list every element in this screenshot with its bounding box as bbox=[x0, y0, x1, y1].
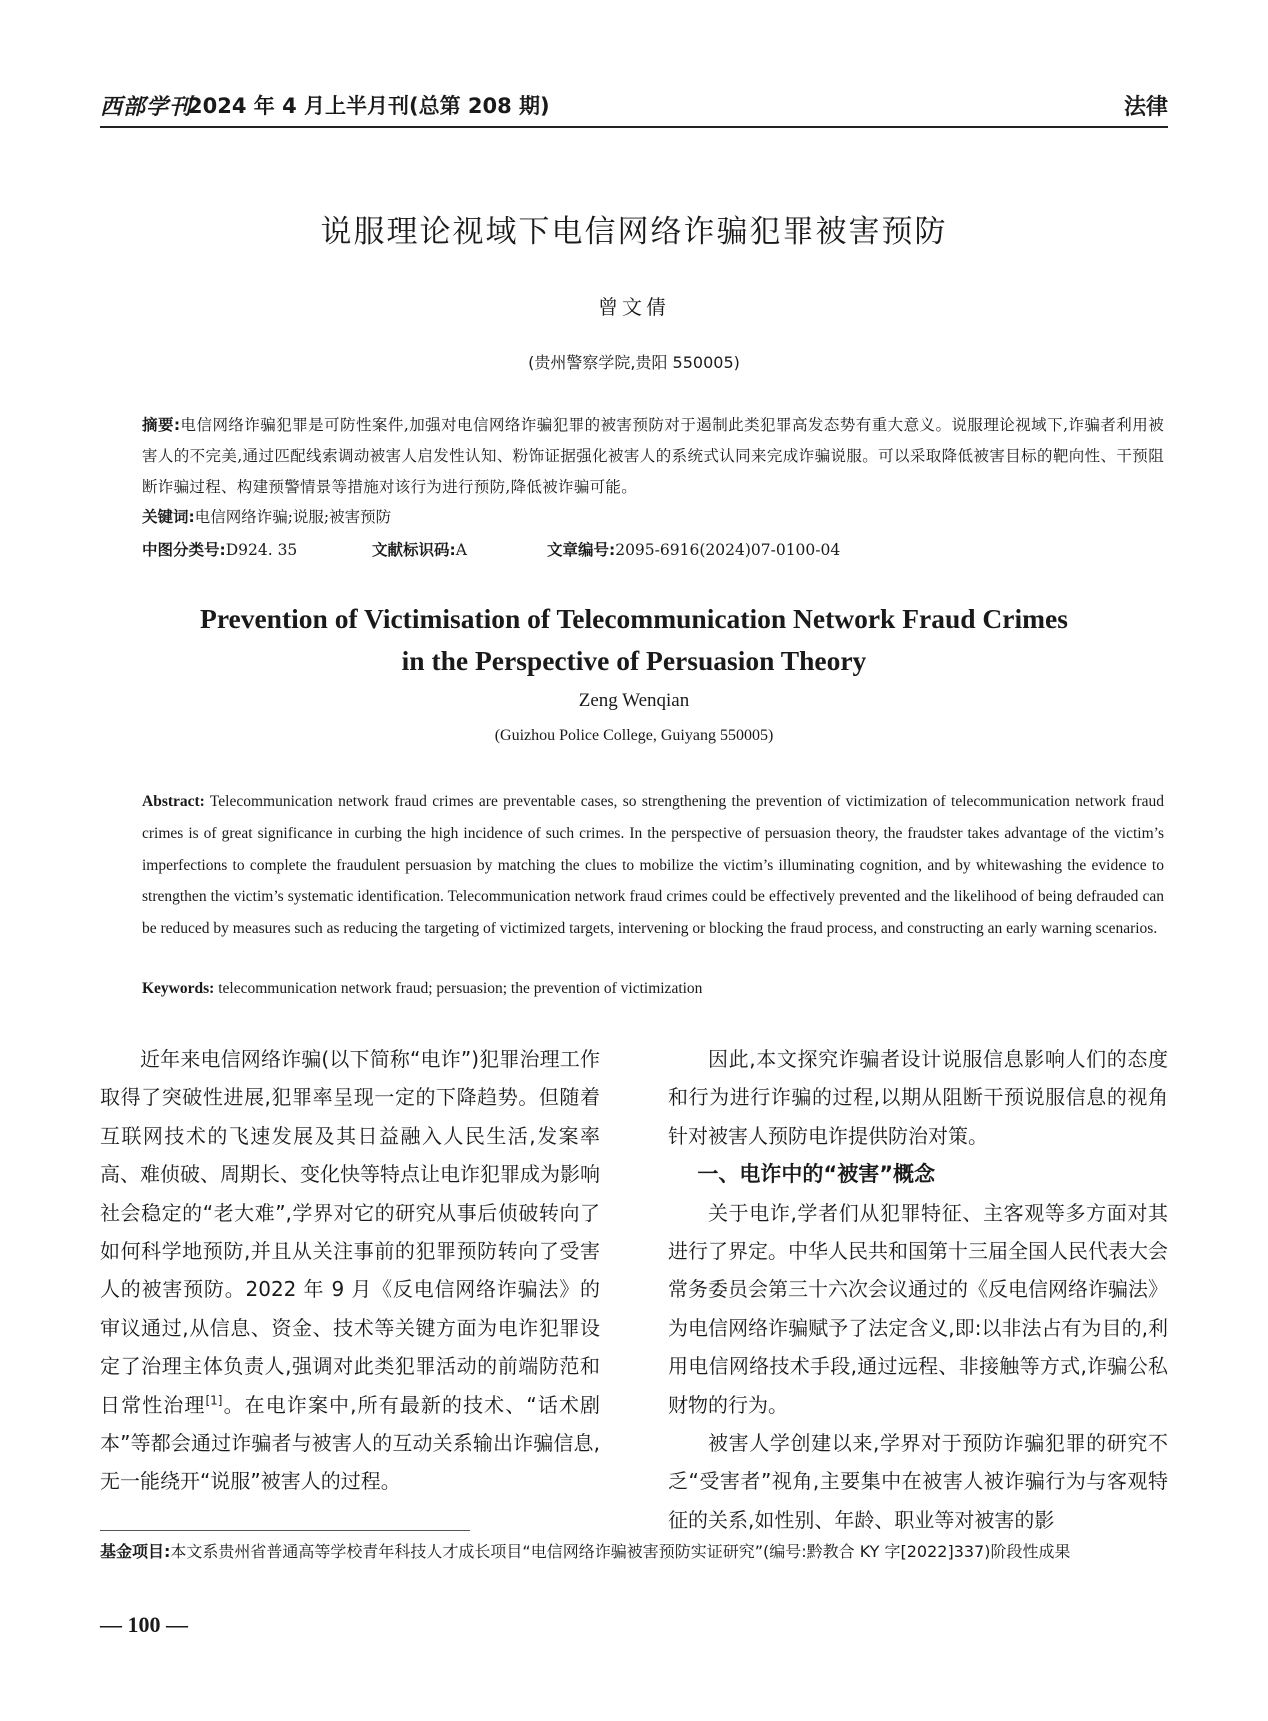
funding-text: 本文系贵州省普通高等学校青年科技人才成长项目“电信网络诈骗被害预防实证研究”(编号:黔教合 KY 字[2022]337)阶段性成果 bbox=[170, 1542, 1071, 1561]
english-title-line-2: in the Perspective of Persuasion Theory bbox=[401, 645, 867, 676]
english-title bbox=[0, 598, 1268, 682]
chinese-abstract-label: 摘要: bbox=[142, 416, 181, 434]
funding-label: 基金项目: bbox=[100, 1542, 171, 1561]
english-title-line-1: Prevention of Victimisation of Telecommunication Network Fraud Crimes bbox=[200, 603, 1068, 634]
page-number: — 100 — bbox=[100, 1612, 188, 1637]
document-code-value: A bbox=[455, 541, 467, 559]
chinese-keywords-text: 电信网络诈骗;说服;被害预防 bbox=[194, 508, 392, 526]
running-header bbox=[100, 90, 1168, 130]
funding-footnote bbox=[100, 1538, 1168, 1566]
body-paragraph: 因此,本文探究诈骗者设计说服信息影响人们的态度和行为进行诈骗的过程,以期从阻断干预说服信息的视角针对被害人预防电诈提供防治对策。 bbox=[668, 1047, 1168, 1148]
journal-logo: 西部学刊 bbox=[100, 94, 193, 120]
chinese-author: 曾文倩 bbox=[598, 295, 670, 319]
footnote-divider bbox=[100, 1530, 470, 1531]
chinese-abstract-text: 电信网络诈骗犯罪是可防性案件,加强对电信网络诈骗犯罪的被害预防对于遏制此类犯罪高发态势有重大意义。说服理论视域下,诈骗者利用被害人的不完美,通过匹配线索调动被害人启发性认知、粉饰证据强化被害人的系统式认同来完成诈骗说服。可以采取降低被害目标的靶向性、干预阻断诈骗过程、构建预警情景等措施对该行为进行预防,降低被诈骗可能。 bbox=[142, 416, 1164, 496]
body-column-left bbox=[100, 1040, 600, 1501]
chinese-keywords bbox=[142, 505, 391, 527]
clc-value: D924. 35 bbox=[225, 541, 298, 559]
document-code-label: 文献标识码: bbox=[372, 541, 456, 559]
article-number-label: 文章编号: bbox=[547, 541, 616, 559]
document-code bbox=[372, 538, 467, 560]
english-author: Zeng Wenqian bbox=[578, 690, 690, 711]
english-abstract-label: Abstract: bbox=[142, 793, 205, 810]
english-abstract bbox=[142, 786, 1164, 945]
chinese-title: 说服理论视域下电信网络诈骗犯罪被害预防 bbox=[320, 214, 948, 250]
chinese-abstract bbox=[142, 410, 1164, 503]
section-name: 法律 bbox=[1123, 95, 1168, 120]
section-heading: 一、电诈中的“被害”概念 bbox=[697, 1162, 935, 1187]
article-metadata bbox=[142, 538, 1142, 562]
clc-label: 中图分类号: bbox=[142, 541, 226, 559]
body-paragraph bbox=[100, 1040, 600, 1501]
english-keywords-label: Keywords: bbox=[142, 980, 215, 997]
body-paragraph: 关于电诈,学者们从犯罪特征、主客观等多方面对其进行了界定。中华人民共和国第十三届全国人民代表大会常务委员会第三十六次会议通过的《反电信网络诈骗法》为电信网络诈骗赋予了法定含义,即:以非法占有为目的,利用电信网络技术手段,通过远程、非接触等方式,诈骗公私财物的行为。 bbox=[668, 1200, 1168, 1417]
article-number-value: 2095-6916(2024)07-0100-04 bbox=[615, 541, 841, 559]
chinese-affiliation: (贵州警察学院,贵阳 550005) bbox=[528, 353, 740, 372]
issue-info: 2024 年 4 月上半月刊(总第 208 期) bbox=[188, 94, 550, 118]
body-paragraph: 被害人学创建以来,学界对于预防诈骗犯罪的研究不乏“受害者”视角,主要集中在被害人被诈骗行为与客观特征的关系,如性别、年龄、职业等对被害的影 bbox=[668, 1431, 1168, 1532]
clc-number bbox=[142, 538, 297, 560]
english-affiliation: (Guizhou Police College, Guiyang 550005) bbox=[494, 727, 774, 744]
header-divider bbox=[100, 126, 1168, 128]
citation-reference: [1] bbox=[205, 1393, 223, 1407]
paragraph-text: 。在电诈案中,所有最新的技术、“话术剧本”等都会通过诈骗者与被害人的互动关系输出诈骗信息,无一能绕开“说服”被害人的过程。 bbox=[100, 1392, 601, 1494]
article-number bbox=[547, 538, 840, 560]
english-abstract-text: Telecommunication network fraud crimes are preventable cases, so strengthening the prevention of victimization of telecommunication network fraud crimes is of great significance in curbing the high incidence of such crimes. In the perspective of persuasion theory, the fraudster takes advantage of the victim’s imperfections to complete the fraudulent persuasion by matching the clues to mobilize the victim’s illuminating cognition, and by whitewashing the evidence to strengthen the victim’s systematic identification. Telecommunication network fraud crimes could be effectively prevented and the likelihood of being defrauded can be reduced by measures such as reducing the targeting of victimized targets, intervening or blocking the fraud process, and constructing an early warning scenarios. bbox=[142, 793, 1164, 938]
english-keywords bbox=[142, 980, 702, 998]
chinese-keywords-label: 关键词: bbox=[142, 508, 195, 526]
body-column-right bbox=[668, 1040, 1168, 1539]
english-keywords-text: telecommunication network fraud; persuasion; the prevention of victimization bbox=[214, 980, 703, 997]
paragraph-text: 近年来电信网络诈骗(以下简称“电诈”)犯罪治理工作取得了突破性进展,犯罪率呈现一定的下降趋势。但随着互联网技术的飞速发展及其日益融入人民生活,发案率高、难侦破、周期长、变化快等特点让电诈犯罪成为影响社会稳定的“老大难”,学界对它的研究从事后侦破转向了如何科学地预防,并且从关注事前的犯罪预防转向了受害人的被害预防。2022 年 9 月《反电信网络诈骗法》的审议通过,从信息、资金、技术等关键方面为电诈犯罪设定了治理主体负责人,强调对此类犯罪活动的前端防范和日常性治理 bbox=[100, 1047, 600, 1417]
